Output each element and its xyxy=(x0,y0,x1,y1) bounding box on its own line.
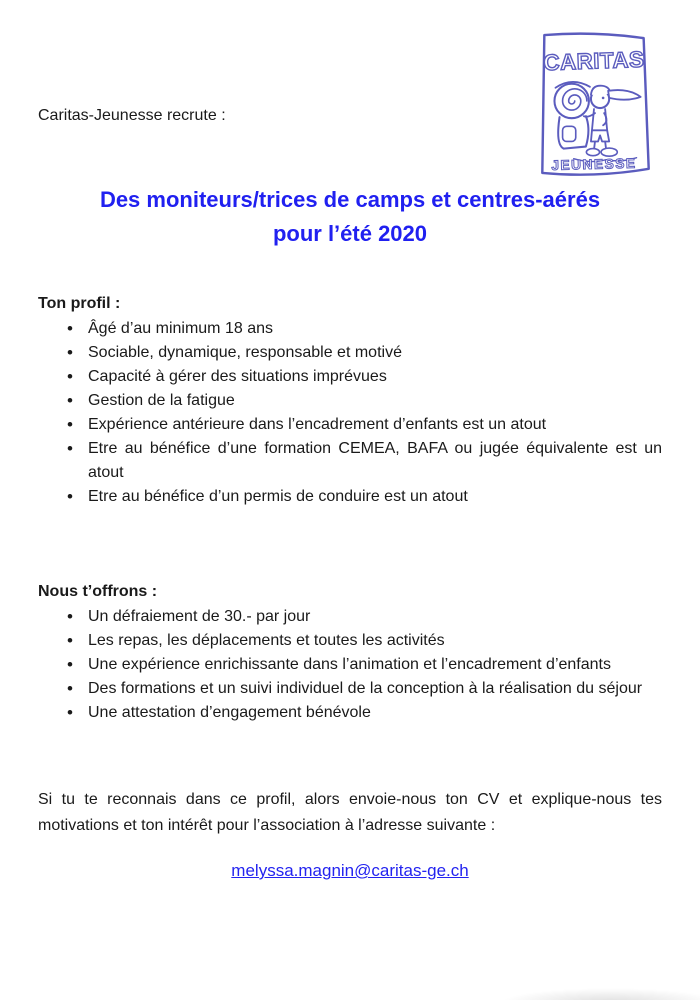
email-row xyxy=(38,861,662,881)
intro-text: Caritas-Jeunesse recrute : xyxy=(38,107,226,124)
section-offrons xyxy=(38,581,662,725)
page-bottom-shadow xyxy=(500,988,700,1000)
section-heading-profil: Ton profil : xyxy=(38,295,121,312)
list-item: • Des formations et un suivi individuel de la conception à la réalisation du séjour xyxy=(65,677,662,701)
list-item: • Les repas, les déplacements et toutes les activités xyxy=(65,629,662,653)
list-item: • Etre au bénéfice d’une formation CEMEA, BAFA ou jugée équivalente est un atout xyxy=(65,437,662,485)
logo-text-jeunesse: JEUNESSE xyxy=(551,155,637,173)
logo-text-caritas: CARITAS xyxy=(543,46,645,76)
caritas-jeunesse-logo xyxy=(534,28,656,180)
profil-list xyxy=(38,317,662,509)
page-title-line-1: Des moniteurs/trices de camps et centres-aérés xyxy=(99,187,601,212)
list-item: • Capacité à gérer des situations imprévues xyxy=(65,365,662,389)
list-item: • Âgé d’au minimum 18 ans xyxy=(65,317,662,341)
page-title xyxy=(38,183,662,251)
section-profil xyxy=(38,293,662,509)
closing-paragraph: Si tu te reconnais dans ce profil, alors envoie-nous ton CV et explique-nous tes motivations et ton intérêt pour l’association à l’adresse suivante : xyxy=(38,791,662,834)
list-item: • Etre au bénéfice d’un permis de conduire est un atout xyxy=(65,485,662,509)
list-item: • Une expérience enrichissante dans l’animation et l’encadrement d’enfants xyxy=(65,653,662,677)
offrons-list xyxy=(38,605,662,725)
list-item: • Gestion de la fatigue xyxy=(65,389,662,413)
page-title-line-2: pour l’été 2020 xyxy=(272,221,428,246)
logo-drawing-icon xyxy=(534,28,656,180)
list-item: • Un défraiement de 30.- par jour xyxy=(65,605,662,629)
list-item: • Expérience antérieure dans l’encadrement d’enfants est un atout xyxy=(65,413,662,437)
list-item: • Sociable, dynamique, responsable et motivé xyxy=(65,341,662,365)
email-link[interactable]: melyssa.magnin@caritas-ge.ch xyxy=(231,861,469,880)
list-item: • Une attestation d’engagement bénévole xyxy=(65,701,662,725)
section-heading-offrons: Nous t’offrons : xyxy=(38,583,158,600)
